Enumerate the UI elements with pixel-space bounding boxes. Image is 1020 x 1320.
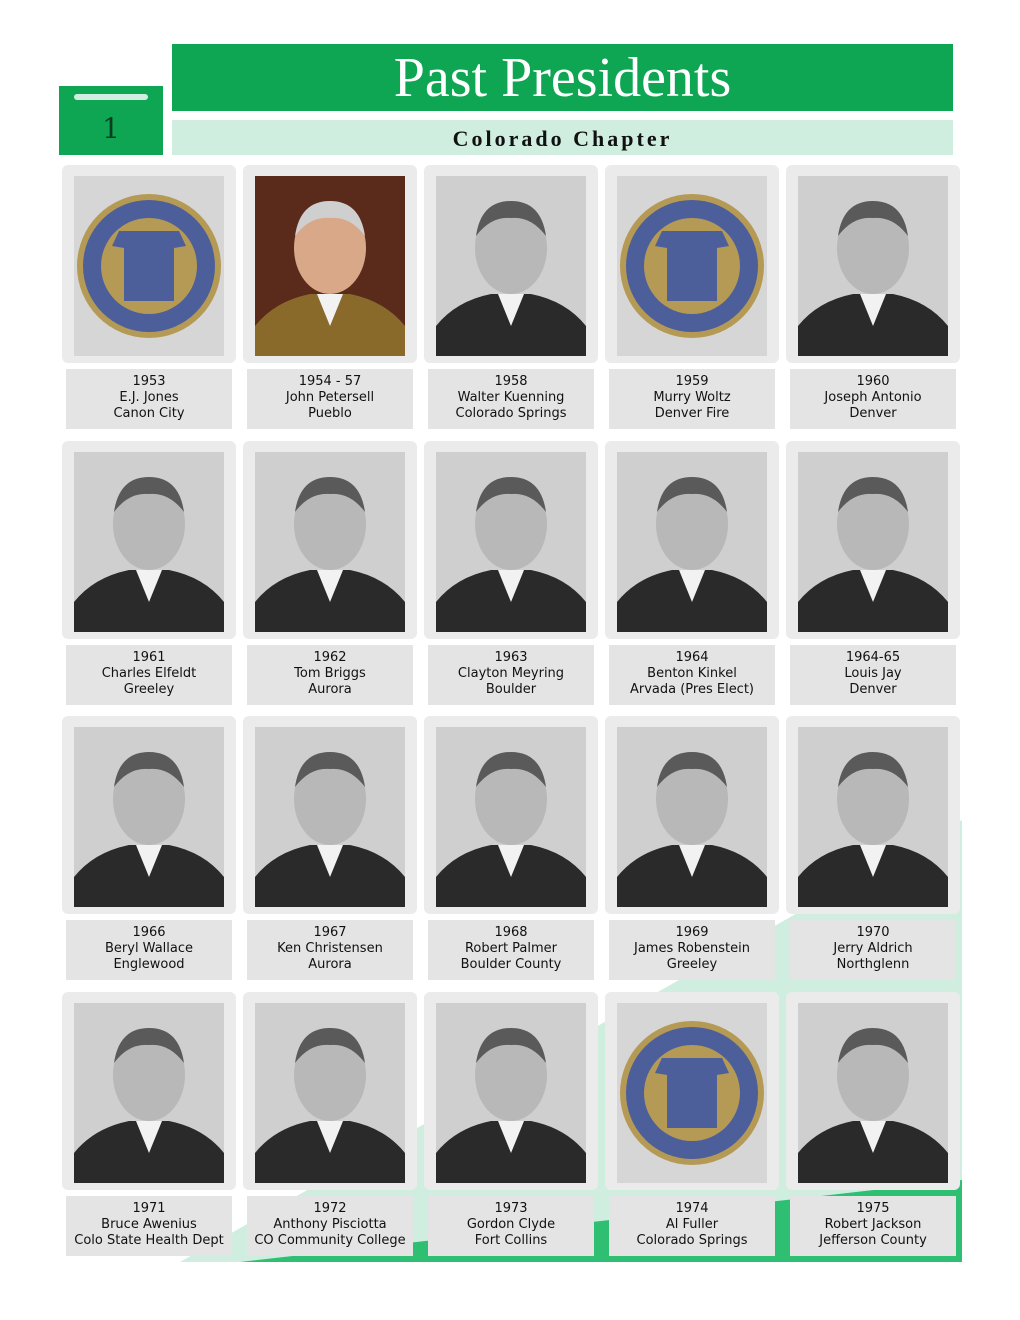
photo-frame (786, 992, 960, 1190)
ubc-pin-icon (617, 176, 767, 356)
ubc-pin-image (74, 176, 224, 356)
president-caption (66, 369, 232, 429)
president-year: 1971 (132, 1201, 166, 1216)
president-caption (428, 1196, 594, 1256)
president-place: Denver (849, 406, 897, 421)
president-place: Englewood (113, 957, 185, 972)
president-card (786, 165, 960, 433)
president-card (424, 716, 598, 984)
president-photo (798, 452, 948, 632)
photo-frame (62, 165, 236, 363)
president-caption (247, 369, 413, 429)
portrait-photo (617, 452, 767, 632)
president-photo (255, 452, 405, 632)
photo-frame (243, 165, 417, 363)
president-card (424, 992, 598, 1260)
president-place: Denver (849, 682, 897, 697)
president-card (424, 165, 598, 433)
president-year: 1954 - 57 (298, 374, 362, 389)
photo-frame (605, 165, 779, 363)
president-place: Fort Collins (474, 1233, 548, 1248)
photo-frame (243, 441, 417, 639)
president-photo (436, 452, 586, 632)
president-photo (798, 176, 948, 356)
president-caption (790, 920, 956, 980)
photo-frame (424, 441, 598, 639)
president-year: 1967 (313, 925, 347, 940)
president-name: Beryl Wallace (104, 941, 194, 956)
president-place: Arvada (Pres Elect) (629, 682, 755, 697)
president-name: Al Fuller (665, 1217, 719, 1232)
president-photo (436, 176, 586, 356)
president-name: Clayton Meyring (457, 666, 565, 681)
president-card (243, 441, 417, 709)
photo-frame (424, 165, 598, 363)
photo-frame (424, 716, 598, 914)
president-place: Jefferson County (819, 1233, 927, 1248)
page-number-tab (59, 86, 163, 155)
portrait-photo (74, 452, 224, 632)
photo-frame (62, 716, 236, 914)
portrait-photo (255, 727, 405, 907)
president-card (786, 716, 960, 984)
president-year: 1969 (675, 925, 709, 940)
photo-frame (243, 992, 417, 1190)
president-caption (790, 645, 956, 705)
president-year: 1963 (494, 650, 528, 665)
ubc-pin-image (617, 176, 767, 356)
portrait-photo (617, 727, 767, 907)
president-photo (255, 1003, 405, 1183)
portrait-photo (74, 727, 224, 907)
president-year: 1974 (675, 1201, 709, 1216)
photo-frame (786, 441, 960, 639)
president-place: Northglenn (836, 957, 910, 972)
portrait-photo (255, 452, 405, 632)
photo-frame (605, 716, 779, 914)
president-year: 1970 (856, 925, 890, 940)
president-caption (609, 1196, 775, 1256)
president-year: 1968 (494, 925, 528, 940)
president-caption (66, 645, 232, 705)
portrait-photo (255, 1003, 405, 1183)
president-name: Ken Christensen (277, 941, 383, 956)
president-place: Denver Fire (654, 406, 730, 421)
president-place: Colorado Springs (636, 1233, 748, 1248)
president-photo (798, 727, 948, 907)
president-year: 1975 (856, 1201, 890, 1216)
president-photo (74, 452, 224, 632)
president-caption (790, 1196, 956, 1256)
president-year: 1973 (494, 1201, 528, 1216)
portrait-photo (255, 176, 405, 356)
president-name: James Robenstein (634, 941, 750, 956)
president-photo (617, 452, 767, 632)
president-photo (436, 727, 586, 907)
portrait-photo (798, 452, 948, 632)
president-photo (74, 727, 224, 907)
president-card (605, 716, 779, 984)
president-place: Boulder County (460, 957, 562, 972)
president-year: 1958 (494, 374, 528, 389)
president-caption (247, 920, 413, 980)
title-banner (172, 44, 953, 111)
president-card (424, 441, 598, 709)
photo-frame (605, 441, 779, 639)
president-name: John Petersell (285, 390, 375, 405)
president-name: Jerry Aldrich (833, 941, 913, 956)
portrait-photo (798, 1003, 948, 1183)
decorative-bar (74, 94, 148, 100)
president-card (62, 441, 236, 709)
president-caption (247, 645, 413, 705)
president-caption (609, 645, 775, 705)
president-year: 1972 (313, 1201, 347, 1216)
subtitle-banner (172, 120, 953, 155)
president-photo (255, 727, 405, 907)
photo-frame (786, 165, 960, 363)
ubc-pin-icon (617, 1003, 767, 1183)
president-name: Charles Elfeldt (101, 666, 197, 681)
president-year: 1961 (132, 650, 166, 665)
photo-frame (424, 992, 598, 1190)
president-card (605, 441, 779, 709)
president-place: CO Community College (254, 1233, 406, 1248)
president-card (62, 165, 236, 433)
president-place: Boulder (485, 682, 537, 697)
ubc-pin-icon (74, 176, 224, 356)
president-card (243, 992, 417, 1260)
photo-frame (605, 992, 779, 1190)
president-caption (428, 645, 594, 705)
president-name: Joseph Antonio (824, 390, 922, 405)
portrait-photo (798, 176, 948, 356)
president-name: Gordon Clyde (466, 1217, 556, 1232)
portrait-photo (798, 727, 948, 907)
president-place: Aurora (308, 957, 352, 972)
photo-frame (786, 716, 960, 914)
president-card (786, 441, 960, 709)
president-place: Pueblo (308, 406, 352, 421)
president-year: 1964-65 (845, 650, 901, 665)
president-place: Greeley (666, 957, 718, 972)
president-photo (617, 727, 767, 907)
photo-frame (62, 992, 236, 1190)
president-card (62, 992, 236, 1260)
president-name: Bruce Awenius (101, 1217, 197, 1232)
president-place: Canon City (113, 406, 185, 421)
president-place: Colo State Health Dept (74, 1233, 224, 1248)
ubc-pin-image (617, 1003, 767, 1183)
president-year: 1953 (132, 374, 166, 389)
president-card (786, 992, 960, 1260)
president-name: Tom Briggs (294, 666, 366, 681)
president-card (605, 165, 779, 433)
president-photo (74, 1003, 224, 1183)
president-name: Louis Jay (844, 666, 902, 681)
president-place: Aurora (308, 682, 352, 697)
president-name: Robert Palmer (464, 941, 558, 956)
president-name: Anthony Pisciotta (273, 1217, 387, 1232)
portrait-photo (436, 727, 586, 907)
portrait-photo (436, 176, 586, 356)
president-caption (790, 369, 956, 429)
president-year: 1962 (313, 650, 347, 665)
president-card (243, 716, 417, 984)
president-photo (798, 1003, 948, 1183)
president-caption (247, 1196, 413, 1256)
president-photo (436, 1003, 586, 1183)
president-year: 1964 (675, 650, 709, 665)
page-number: 1 (102, 112, 120, 145)
photo-frame (62, 441, 236, 639)
president-caption (609, 369, 775, 429)
president-caption (428, 369, 594, 429)
president-name: Murry Woltz (653, 390, 731, 405)
president-caption (428, 920, 594, 980)
president-card (605, 992, 779, 1260)
president-name: E.J. Jones (119, 390, 179, 405)
president-place: Greeley (123, 682, 175, 697)
president-year: 1966 (132, 925, 166, 940)
portrait-photo (74, 1003, 224, 1183)
president-card (62, 716, 236, 984)
president-name: Benton Kinkel (647, 666, 737, 681)
portrait-photo (436, 452, 586, 632)
page-title: Past Presidents (393, 47, 732, 109)
president-year: 1960 (856, 374, 890, 389)
president-caption (609, 920, 775, 980)
photo-frame (243, 716, 417, 914)
president-photo (255, 176, 405, 356)
portrait-photo (436, 1003, 586, 1183)
president-place: Colorado Springs (455, 406, 567, 421)
president-name: Robert Jackson (824, 1217, 922, 1232)
page-subtitle: Colorado Chapter (452, 126, 673, 151)
president-name: Walter Kuenning (457, 390, 565, 405)
president-caption (66, 920, 232, 980)
president-year: 1959 (675, 374, 709, 389)
president-card (243, 165, 417, 433)
president-caption (66, 1196, 232, 1256)
